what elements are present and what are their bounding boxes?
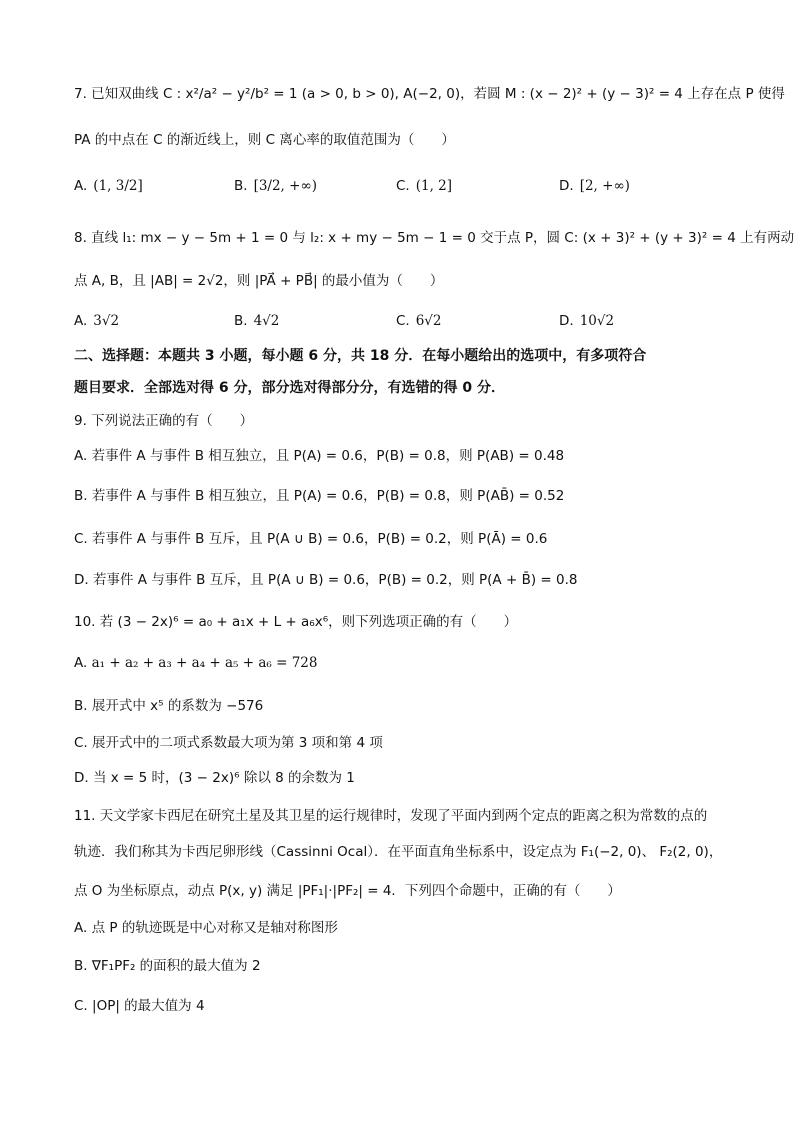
q10-option-d: D. 当 x = 5 时，(3 − 2x)⁶ 除以 8 的余数为 1 — [74, 770, 355, 786]
q10-option-a: A. a₁ + a₂ + a₃ + a₄ + a₅ + a₆ = 728 — [74, 655, 318, 671]
q10-stem: 10. 若 (3 − 2x)⁶ = a₀ + a₁x + L + a₆x⁶，则下列选项正确的有（ ） — [74, 614, 518, 630]
q11-option-b: B. ∇F₁PF₂ 的面积的最大值为 2 — [74, 958, 261, 974]
section-heading-line2: 题目要求．全部选对得 6 分，部分选对得部分分，有选错的得 0 分． — [74, 380, 505, 396]
q9-option-a: A. 若事件 A 与事件 B 相互独立，且 P(A) = 0.6，P(B) = 0.8，则 P(AB) = 0.48 — [74, 448, 565, 464]
q7-options — [74, 175, 734, 197]
q11-option-a: A. 点 P 的轨迹既是中心对称又是轴对称图形 — [74, 920, 338, 936]
q11-stem-line1: 11. 天文学家卡西尼在研究土星及其卫星的运行规律时，发现了平面内到两个定点的距离之积为常数的点的 — [74, 808, 708, 824]
q7-stem-line1: 7. 已知双曲线 C : x²/a² − y²/b² = 1 (a > 0, b > 0), A(−2, 0)，若圆 M : (x − 2)² + (y − 3)² = 4 上存在点 P 使得 — [74, 86, 785, 102]
section-heading-line1: 二、选择题：本题共 3 小题，每小题 6 分，共 18 分．在每小题给出的选项中，有多项符合 — [74, 348, 647, 364]
q8-stem-line1: 8. 直线 l₁: mx − y − 5m + 1 = 0 与 l₂: x + my − 5m − 1 = 0 交于点 P，圆 C: (x + 3)² + (y + 3)² = 4 上有两动 — [74, 230, 794, 246]
q8-option-c: C. 6√2 — [396, 313, 442, 329]
q9-option-d: D. 若事件 A 与事件 B 互斥，且 P(A ∪ B) = 0.6，P(B) = 0.2，则 P(A + B̄) = 0.8 — [74, 572, 578, 588]
q7-option-b: B. [3/2, +∞) — [234, 178, 317, 194]
q11-stem-line3: 点 O 为坐标原点，动点 P(x, y) 满足 |PF₁|·|PF₂| = 4．下列四个命题中，正确的有（ ） — [74, 883, 621, 899]
q7-stem-line2: PA 的中点在 C 的渐近线上，则 C 离心率的取值范围为（ ） — [74, 132, 455, 148]
q8-option-b: B. 4√2 — [234, 313, 280, 329]
q8-option-a: A. 3√2 — [74, 313, 120, 329]
q8-option-d: D. 10√2 — [559, 313, 615, 329]
q10-option-b: B. 展开式中 x⁵ 的系数为 −576 — [74, 698, 264, 714]
q11-option-c: C. |OP| 的最大值为 4 — [74, 998, 205, 1014]
q7-option-d: D. [2, +∞) — [559, 178, 630, 194]
q11-stem-line2: 轨迹．我们称其为卡西尼卵形线（Cassinni Ocal）．在平面直角坐标系中，设定点为 F₁(−2, 0)、 F₂(2, 0)， — [74, 844, 723, 860]
q7-option-a: A. (1, 3/2] — [74, 178, 143, 194]
q9-stem: 9. 下列说法正确的有（ ） — [74, 413, 254, 429]
q8-stem-line2: 点 A, B，且 |AB| = 2√2，则 |PA⃗ + PB⃗| 的最小值为（ ） — [74, 273, 444, 289]
q7-option-c: C. (1, 2] — [396, 178, 453, 194]
q9-option-b: B. 若事件 A 与事件 B 相互独立，且 P(A) = 0.6，P(B) = 0.8，则 P(AB̄) = 0.52 — [74, 488, 565, 504]
q9-option-c: C. 若事件 A 与事件 B 互斥，且 P(A ∪ B) = 0.6，P(B) = 0.2，则 P(Ā) = 0.6 — [74, 531, 548, 547]
q8-options — [74, 310, 734, 332]
q10-option-c: C. 展开式中的二项式系数最大项为第 3 项和第 4 项 — [74, 735, 383, 751]
